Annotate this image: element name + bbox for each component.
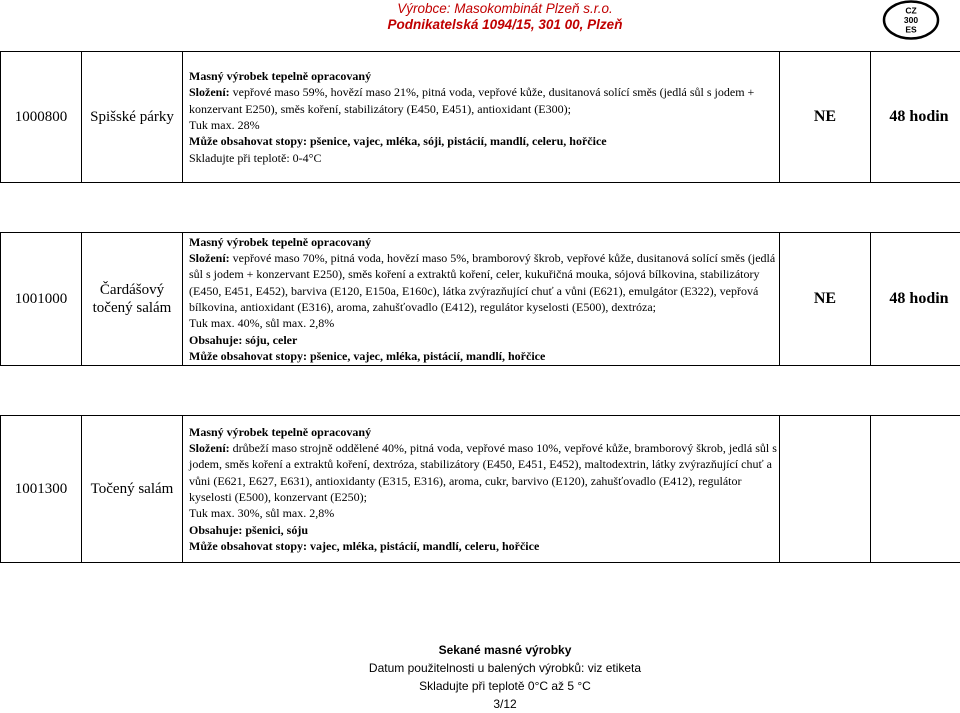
footer-expiry-note: Datum použitelnosti u balených výrobků: viz etiketa: [0, 659, 960, 677]
health-mark-logo: [882, 0, 940, 40]
manufacturer-name: Výrobce: Masokombinát Plzeň s.r.o.: [0, 0, 960, 18]
product-code: 1001300: [1, 416, 82, 563]
product-flag: NE: [780, 52, 871, 183]
product-composition: [189, 250, 779, 315]
table-row: [1, 52, 960, 183]
product-expiry: 48 hodin: [871, 233, 960, 366]
composition-label: Složení:: [189, 441, 230, 455]
footer-storage-note: Skladujte při teplotě 0°C až 5 °C: [0, 677, 960, 695]
product-storage: Skladujte při teplotě: 0-4°C: [189, 150, 779, 166]
product-code: 1000800: [1, 52, 82, 183]
product-type: Masný výrobek tepelně opracovaný: [189, 68, 779, 84]
logo-line2: 300: [904, 15, 918, 25]
product-may-contain: Může obsahovat stopy: pšenice, vajec, mléka, sóji, pistácií, mandlí, celeru, hořčice: [189, 133, 779, 149]
product-composition: [189, 84, 779, 117]
product-name: Točený salám: [82, 416, 183, 563]
product-may-contain: Může obsahovat stopy: pšenice, vajec, mléka, pistácií, mandlí, hořčice: [189, 348, 779, 364]
product-name: Spišské párky: [82, 52, 183, 183]
product-flag: NE: [780, 233, 871, 366]
footer-title: Sekané masné výrobky: [0, 641, 960, 659]
row-separator: [1, 366, 960, 416]
product-expiry: [871, 416, 960, 563]
logo-line1: CZ: [905, 6, 916, 16]
product-code: 1001000: [1, 233, 82, 366]
product-expiry: 48 hodin: [871, 52, 960, 183]
product-may-contain: Může obsahovat stopy: vajec, mléka, pistácií, mandlí, celeru, hořčice: [189, 538, 779, 554]
product-description: [183, 233, 780, 366]
product-flag: [780, 416, 871, 563]
product-fat: Tuk max. 40%, sůl max. 2,8%: [189, 315, 779, 331]
product-type: Masný výrobek tepelně opracovaný: [189, 424, 779, 440]
composition-text: vepřové maso 59%, hovězí maso 21%, pitná voda, vepřové kůže, dusitanová solící směs (jedlá sůl s jodem + konzervant E250), směs koření, stabilizátory (E450, E451), antioxidant (E300);: [189, 85, 754, 115]
table-row: [1, 233, 960, 366]
product-contains: Obsahuje: sóju, celer: [189, 332, 779, 348]
table-row: [1, 416, 960, 563]
product-name: Čardášový točený salám: [82, 233, 183, 366]
composition-label: Složení:: [189, 85, 230, 99]
composition-text: vepřové maso 70%, pitná voda, hovězí maso 5%, bramborový škrob, vepřové kůže, dusitanová solící směs (jedlá sůl s jodem + konzervant E250), směs koření a extraktů koření, celer, kukuřičná mouka, sójová bílkovina, stabilizátory (E450, E451, E452), barviva (E120, E150a, E160c), látka zvýrazňující chuť a vůni (E621), emulgátor (E322), vepřová bílkovina, antioxidant (E316), aroma, zahušťovadlo (E412), regulátor kyselosti (E500), dextróza;: [189, 251, 775, 314]
row-gap: [1, 183, 960, 233]
product-composition: [189, 440, 779, 505]
composition-label: Složení:: [189, 251, 230, 265]
product-description: [183, 52, 780, 183]
product-fat: Tuk max. 28%: [189, 117, 779, 133]
page-number: 3/12: [0, 695, 960, 713]
product-fat: Tuk max. 30%, sůl max. 2,8%: [189, 505, 779, 521]
logo-line3: ES: [905, 25, 917, 35]
product-type: Masný výrobek tepelně opracovaný: [189, 234, 779, 250]
product-description: [183, 416, 780, 563]
composition-text: drůbeží maso strojně oddělené 40%, pitná voda, vepřové maso 10%, vepřové kůže, bramborový škrob, jedlá sůl s jodem, směs koření a extraktů koření, dextróza, stabilizátory (E450, E451, E452), maltodextrin, látky zvýrazňující chuť a vůni (E621, E627, E631), antioxidanty (E315, E316), aroma, cukr, barvivo (E120), zahušťovadlo (E412), regulátor kyselosti (E500), konzervant (E250);: [189, 441, 777, 504]
row-separator: [1, 183, 960, 233]
products-table: [0, 51, 960, 563]
row-gap: [1, 366, 960, 416]
manufacturer-address: Podnikatelská 1094/15, 301 00, Plzeň: [0, 16, 960, 34]
product-contains: Obsahuje: pšenici, sóju: [189, 522, 779, 538]
